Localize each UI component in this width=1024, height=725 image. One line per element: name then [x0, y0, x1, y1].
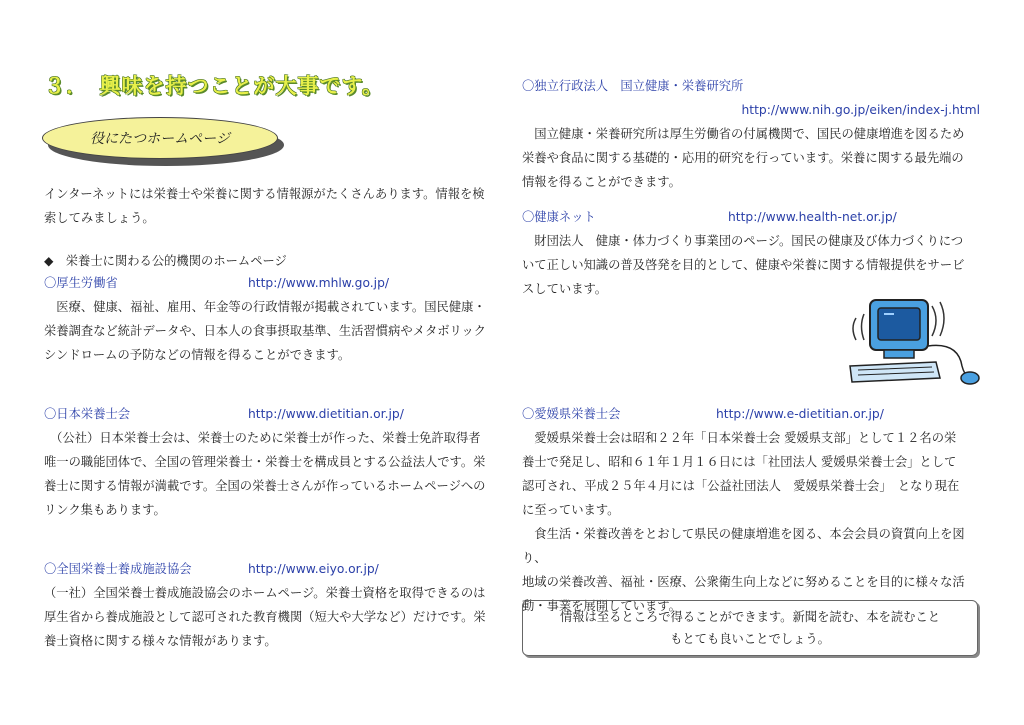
org-name: 〇厚生労働省 [44, 276, 118, 290]
org-eiyo [44, 557, 514, 653]
org-desc-line: 栄養や食品に関する基礎的・応用的研究を行っています。栄養に関する最先端の [522, 151, 964, 165]
section-heading: ３． 興味を持つことが大事です。 [44, 74, 384, 98]
intro-block [44, 182, 514, 230]
callout-line: 情報は至るところで得ることができます。新聞を読む、本を読むこと [559, 610, 941, 624]
org-ehime [522, 402, 980, 618]
org-nih [522, 74, 980, 194]
org-healthnet [522, 205, 980, 301]
intro-line: 索してみましょう。 [44, 211, 155, 225]
org-name: 〇独立行政法人 国立健康・栄養研究所 [522, 79, 744, 93]
badge-label: 役にたつホームページ [90, 131, 230, 147]
org-name: 〇健康ネット [522, 210, 596, 224]
callout-line: もとても良いことでしょう。 [670, 632, 830, 646]
org-desc-line: 動・事業を展開しています。 [522, 599, 681, 613]
org-url-link[interactable]: http://www.nih.go.jp/eiken/index-j.html [741, 103, 980, 117]
org-desc-line: 情報を得ることができます。 [522, 175, 681, 189]
org-desc-line: （一社）全国栄養士養成施設協会のホームページ。栄養士資格を取得できるのは [44, 586, 486, 600]
org-desc-line: 国立健康・栄養研究所は厚生労働省の付属機関で、国民の健康増進を図るため [522, 127, 965, 141]
org-name: 〇愛媛県栄養士会 [522, 407, 621, 421]
computer-clipart-icon [844, 296, 984, 390]
org-desc-line: 養士資格に関する様々な情報があります。 [44, 634, 277, 648]
org-url-link[interactable]: http://www.e-dietitian.or.jp/ [716, 407, 884, 421]
org-dietitian [44, 402, 514, 522]
intro-line: インターネットには栄養士や栄養に関する情報源がたくさんあります。情報を検 [44, 187, 485, 201]
org-desc-line: 厚生省から養成施設として認可された教育機関（短大や大学など）だけです。栄 [44, 610, 486, 624]
org-desc-line: スしています。 [522, 282, 608, 296]
org-desc-line: 養士で発足し、昭和６１年１月１６日には「社団法人 愛媛県栄養士会」として [522, 455, 957, 469]
org-desc-line: 認可され、平成２５年４月には「公益社団法人 愛媛県栄養士会」 となり現在 [522, 479, 960, 493]
org-desc-line: 愛媛県栄養士会は昭和２２年「日本栄養士会 愛媛県支部」として１２名の栄 [522, 431, 957, 445]
org-url-link[interactable]: http://www.health-net.or.jp/ [728, 210, 897, 224]
org-desc-line: 栄養調査など統計データや、日本人の食事摂取基準、生活習慣病やメタボリック [44, 324, 486, 338]
org-name: 〇日本栄養士会 [44, 407, 131, 421]
org-name: 〇全国栄養士養成施設協会 [44, 562, 192, 576]
useful-homepage-badge [42, 117, 278, 159]
org-mhlw [44, 271, 514, 367]
callout-box [522, 600, 978, 656]
org-desc-line: （公社）日本栄養士会は、栄養士のために栄養士が作った、栄養士免許取得者 [44, 431, 481, 445]
org-desc-line: 財団法人 健康・体力づくり事業団のページ。国民の健康及び体力づくりにつ [522, 234, 964, 248]
org-desc-line: 医療、健康、福祉、雇用、年金等の行政情報が掲載されています。国民健康・ [44, 300, 486, 314]
org-desc-line: 食生活・栄養改善をとおして県民の健康増進を図る、本会会員の資質向上を図り、 [522, 527, 965, 565]
org-desc-line: シンドロームの予防などの情報を得ることができます。 [44, 348, 351, 362]
org-desc-line: リンク集もあります。 [44, 503, 166, 517]
org-desc-line: 唯一の職能団体で、全国の管理栄養士・栄養士を構成員とする公益法人です。栄 [44, 455, 486, 469]
org-url-link[interactable]: http://www.mhlw.go.jp/ [248, 276, 390, 290]
org-desc-line: 養士に関する情報が満載です。全国の栄養士さんが作っているホームページへの [44, 479, 486, 493]
org-url-link[interactable]: http://www.eiyo.or.jp/ [248, 562, 379, 576]
bullet-heading: ◆ 栄養士に関わる公的機関のホームページ [44, 254, 287, 268]
org-desc-line: 地域の栄養改善、福祉・医療、公衆衛生向上などに努めることを目的に様々な活 [522, 575, 965, 589]
org-desc-line: に至っています。 [522, 503, 620, 517]
org-url-link[interactable]: http://www.dietitian.or.jp/ [248, 407, 404, 421]
org-desc-line: いて正しい知識の普及啓発を目的として、健康や栄養に関する情報提供をサービ [522, 258, 965, 272]
